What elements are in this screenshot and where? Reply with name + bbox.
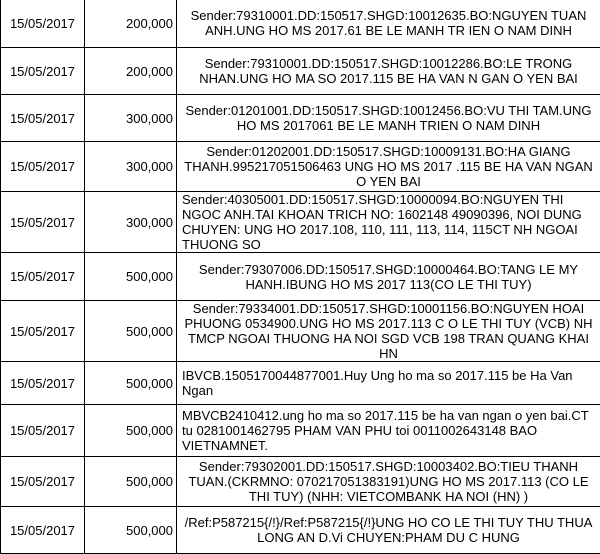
table-row [1,0,600,48]
description-cell: /Ref:P587215{/!}/Ref:P587215{/!}UNG HO CO LE THI TUY THU THUA LONG AN D.Vi CHUYEN:PHAM DU C HUNG [177,507,600,554]
date-cell: 15/05/2017 [1,142,85,192]
amount-cell: 500,000 [85,253,177,301]
amount-cell: 500,000 [85,362,177,405]
table-row [1,192,600,253]
date-cell: 15/05/2017 [1,95,85,142]
date-cell: 15/05/2017 [1,0,85,48]
description-cell: Sender:01202001.DD:150517.SHGD:10009131.BO:HA GIANG THANH.995217051506463 UNG HO MS 2017 .115 BE HA VAN NGAN O YEN BAI [177,142,600,192]
description-cell: Sender:79307006.DD:150517.SHGD:10000464.BO:TANG LE MY HANH.IBUNG HO MS 2017 113(CO LE THI TUY) [177,253,600,301]
amount-cell: 500,000 [85,405,177,457]
date-cell: 15/05/2017 [1,48,85,95]
amount-cell: 200,000 [85,48,177,95]
date-cell: 15/05/2017 [1,362,85,405]
date-cell: 15/05/2017 [1,405,85,457]
date-cell: 15/05/2017 [1,301,85,362]
amount-cell: 500,000 [85,457,177,507]
description-cell: Sender:40305001.DD:150517.SHGD:10000094.BO:NGUYEN THI NGOC ANH.TAI KHOAN TRICH NO: 1602148 49090396, NOI DUNG CHUYEN: UNG HO 2017.108, 110, 111, 113, 114, 115CT NH NGOAI THUONG SO [177,192,600,253]
table-row [1,362,600,405]
description-cell: Sender:79302001.DD:150517.SHGD:10003402.BO:TIEU THANH TUAN.(CKRMNO: 0702170513831​91)UNG HO MS 2017.113 (CO LE THI TUY) (NHH: VIETCOMBANK HA NOI (HN) ) [177,457,600,507]
date-cell: 15/05/2017 [1,253,85,301]
description-cell: Sender:01201001.DD:150517.SHGD:10012456.BO:VU THI TAM.UNG HO MS 2017061 BE LE MANH TRIEN O NAM DINH [177,95,600,142]
amount-cell: 300,000 [85,95,177,142]
date-cell: 15/05/2017 [1,457,85,507]
table-row [1,95,600,142]
table-row [1,405,600,457]
ledger-body [1,0,600,554]
description-cell: Sender:79334001.DD:150517.SHGD:10001156.BO:NGUYEN HOAI PHUONG 0534900.UNG HO MS 2017.113 C O LE THI TUY (VCB) NH TMCP NGOAI THUONG HA NOI SGD VCB 198 TRAN QUANG KHAI HN [177,301,600,362]
amount-cell: 300,000 [85,142,177,192]
date-cell: 15/05/2017 [1,192,85,253]
description-cell: MBVCB2410412.ung ho ma so 2017.115 be ha van ngan o yen bai.CT tu 0281001462795 PHAM VAN PHU toi 0011002643148 BAO VIETNAMNET. [177,405,600,457]
date-cell: 15/05/2017 [1,507,85,554]
table-row [1,142,600,192]
amount-cell: 300,000 [85,192,177,253]
table-row [1,457,600,507]
table-row [1,301,600,362]
table-row [1,507,600,554]
amount-cell: 500,000 [85,507,177,554]
description-cell: IBVCB.1505170044877001.Huy Ung ho ma so 2017.115 be Ha Van Ngan [177,362,600,405]
amount-cell: 200,000 [85,0,177,48]
table-row [1,48,600,95]
table-row [1,253,600,301]
amount-cell: 500,000 [85,301,177,362]
description-cell: Sender:79310001.DD:150517.SHGD:10012286.BO:LE TRONG NHAN.UNG HO MA SO 2017.115 BE HA VAN N GAN O YEN BAI [177,48,600,95]
description-cell: Sender:79310001.DD:150517.SHGD:10012635.BO:NGUYEN TUAN ANH.UNG HO MS 2017.61 BE LE MANH TR IEN O NAM DINH [177,0,600,48]
